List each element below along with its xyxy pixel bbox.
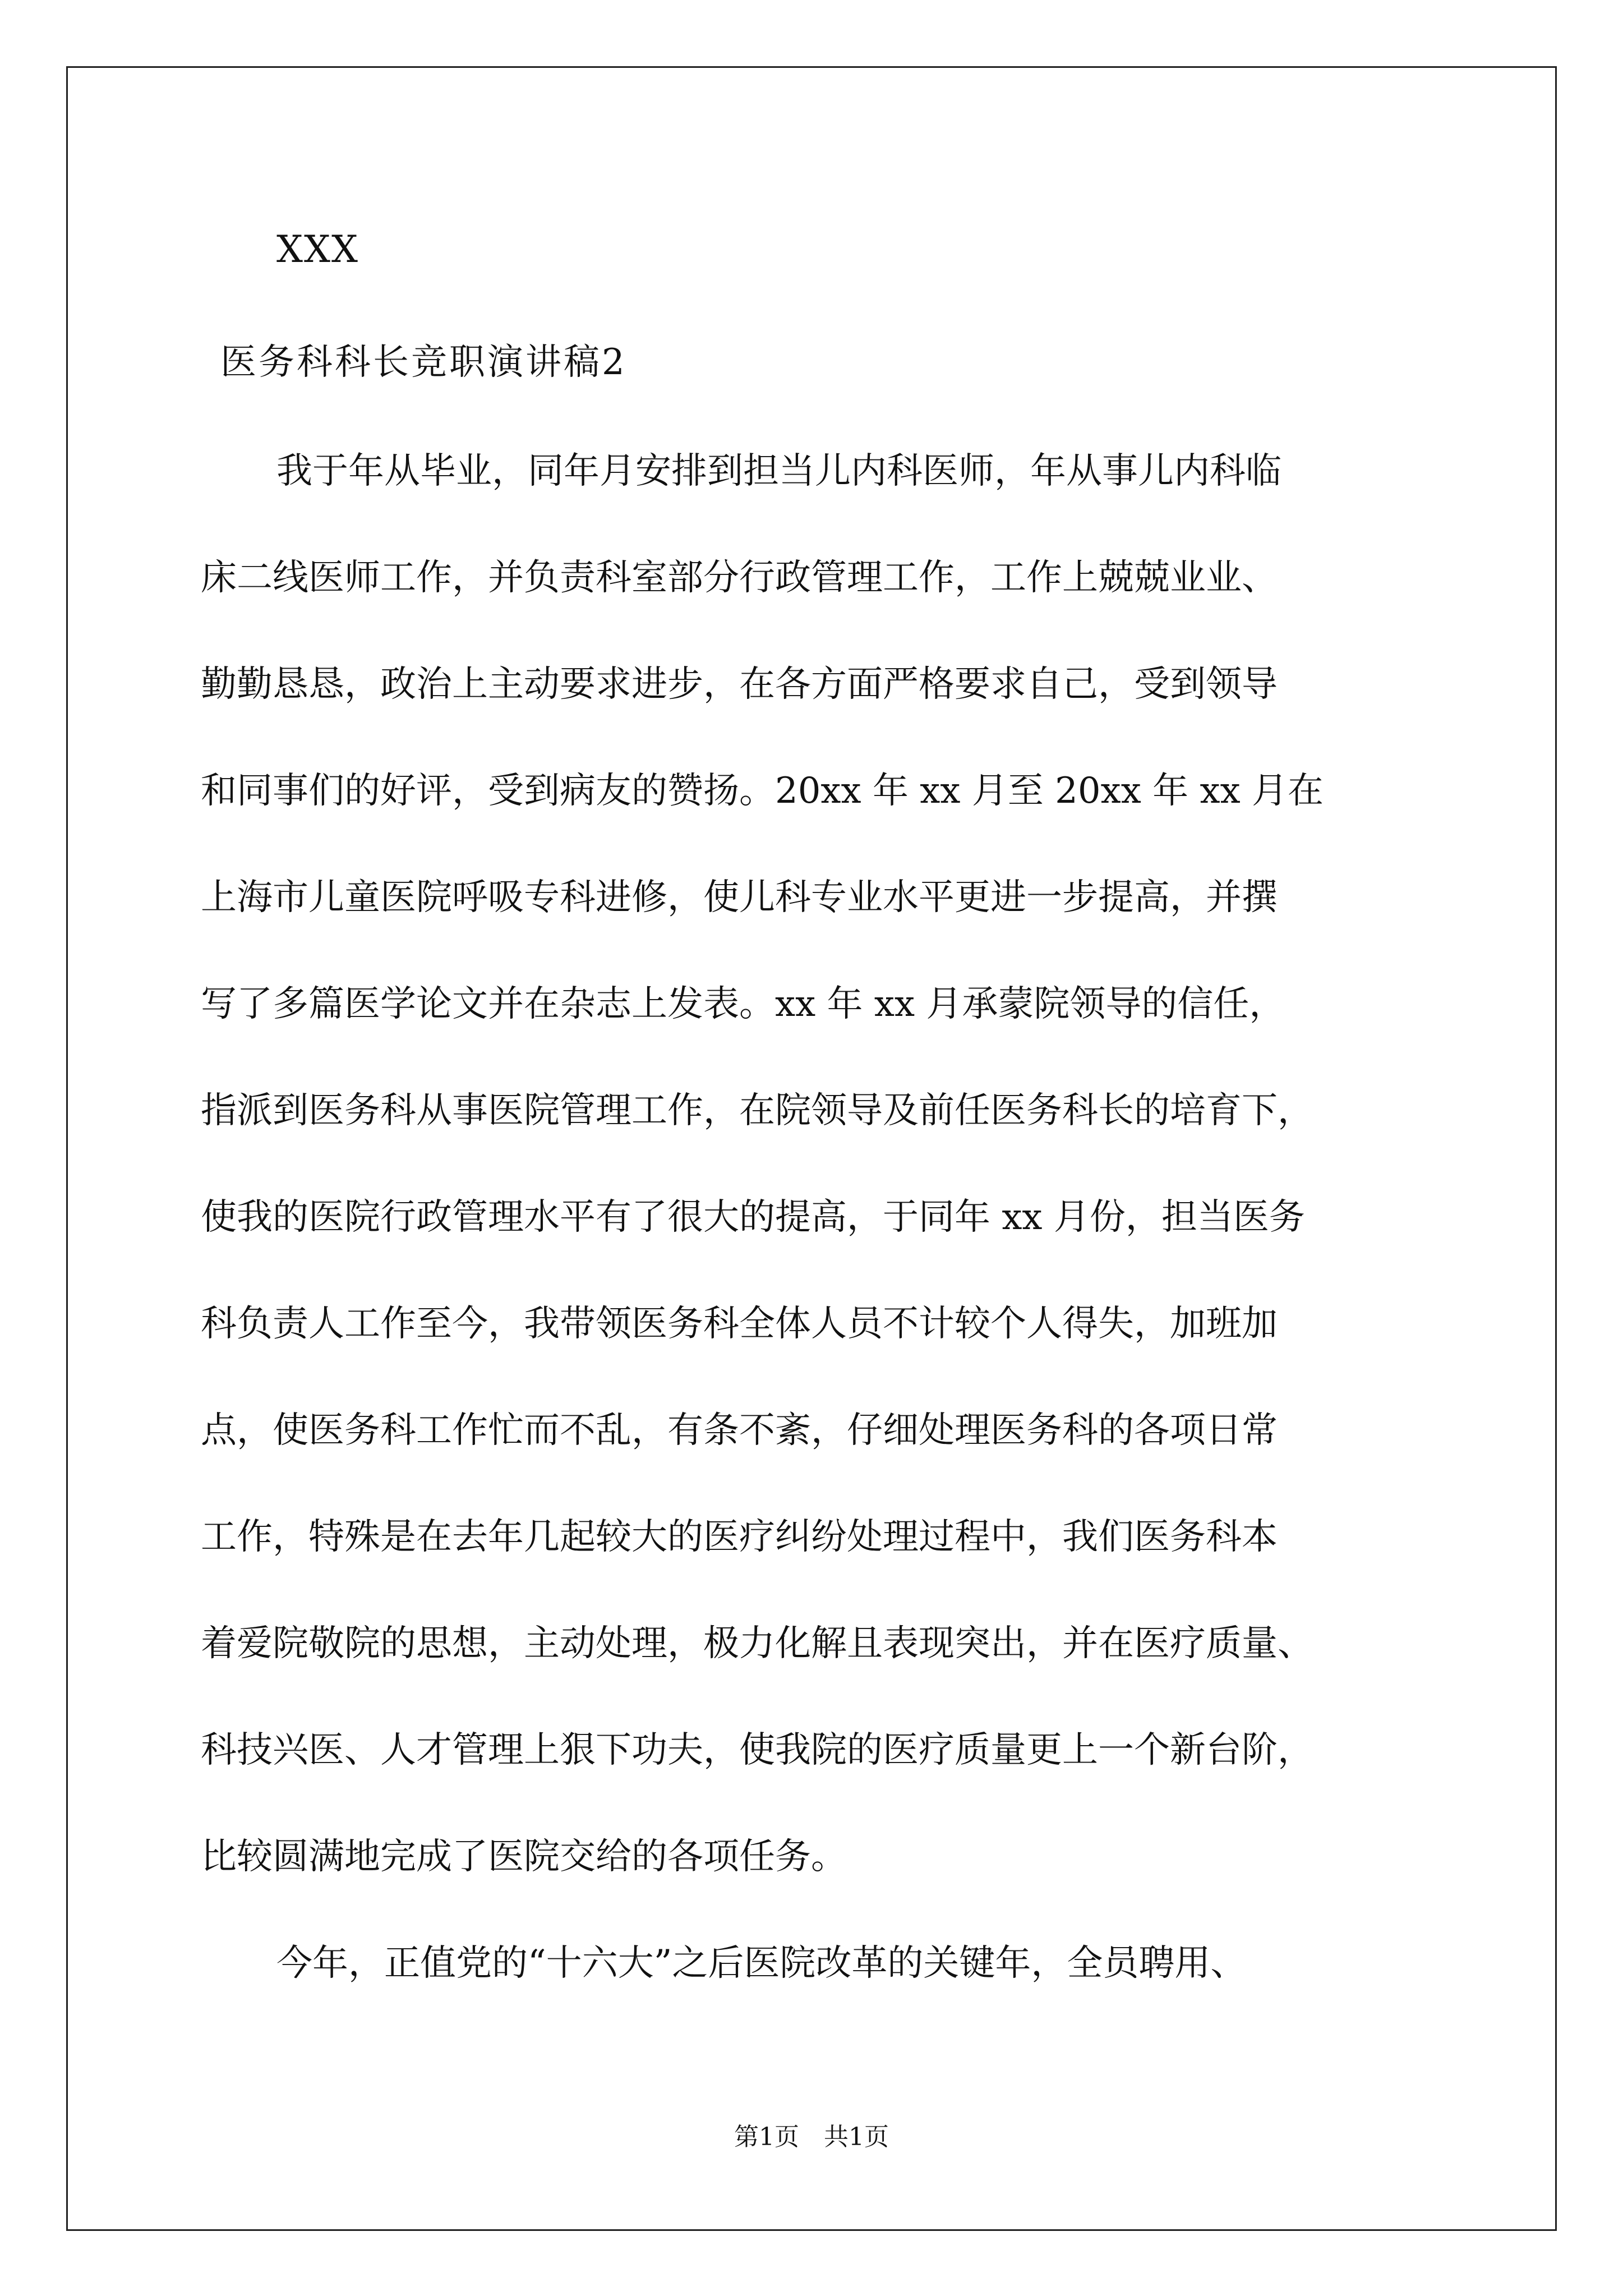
paragraph-line: 上海市儿童医院呼吸专科进修，使儿科专业水平更进一步提高，并撰 xyxy=(201,877,1278,918)
paragraph-line: 科技兴医、人才管理上狠下功夫，使我院的医疗质量更上一个新台阶， xyxy=(201,1729,1313,1771)
page-border xyxy=(66,66,1557,2231)
paragraph-line: 指派到医务科从事医院管理工作，在院领导及前任医务科长的培育下， xyxy=(201,1090,1313,1131)
paragraph-line: 床二线医师工作，并负责科室部分行政管理工作，工作上兢兢业业、 xyxy=(201,557,1278,599)
paragraph-line: 点，使医务科工作忙而不乱，有条不紊，仔细处理医务科的各项日常 xyxy=(201,1410,1278,1451)
paragraph-line: 我于年从毕业，同年月安排到担当儿内科医师，年从事儿内科临 xyxy=(276,450,1281,492)
paragraph-line: 和同事们的好评，受到病友的赞扬。20xx 年 xx 月至 20xx 年 xx 月在 xyxy=(201,770,1324,812)
page-footer: 第1页 共1页 xyxy=(734,2123,889,2151)
paragraph-line: 比较圆满地完成了医院交给的各项任务。 xyxy=(201,1836,847,1878)
paragraph-line: 使我的医院行政管理水平有了很大的提高，于同年 xx 月份，担当医务 xyxy=(201,1197,1305,1238)
paragraph-line: 着爱院敬院的思想，主动处理，极力化解且表现突出，并在医疗质量、 xyxy=(201,1623,1313,1664)
paragraph-line: 工作，特殊是在去年几起较大的医疗纠纷处理过程中，我们医务科本 xyxy=(201,1516,1278,1558)
document-title: 医务科科长竞职演讲稿2 xyxy=(220,342,627,383)
paragraph-line: 写了多篇医学论文并在杂志上发表。xx 年 xx 月承蒙院领导的信任， xyxy=(201,983,1285,1025)
paragraph-line: 科负责人工作至今，我带领医务科全体人员不计较个人得失，加班加 xyxy=(201,1303,1278,1345)
paragraph-line: 勤勤恳恳，政治上主动要求进步，在各方面严格要求自己，受到领导 xyxy=(201,664,1278,705)
paragraph-line: 今年，正值党的“十六大”之后医院改革的关键年，全员聘用、 xyxy=(276,1943,1247,1984)
author-name: XXX xyxy=(276,228,359,271)
